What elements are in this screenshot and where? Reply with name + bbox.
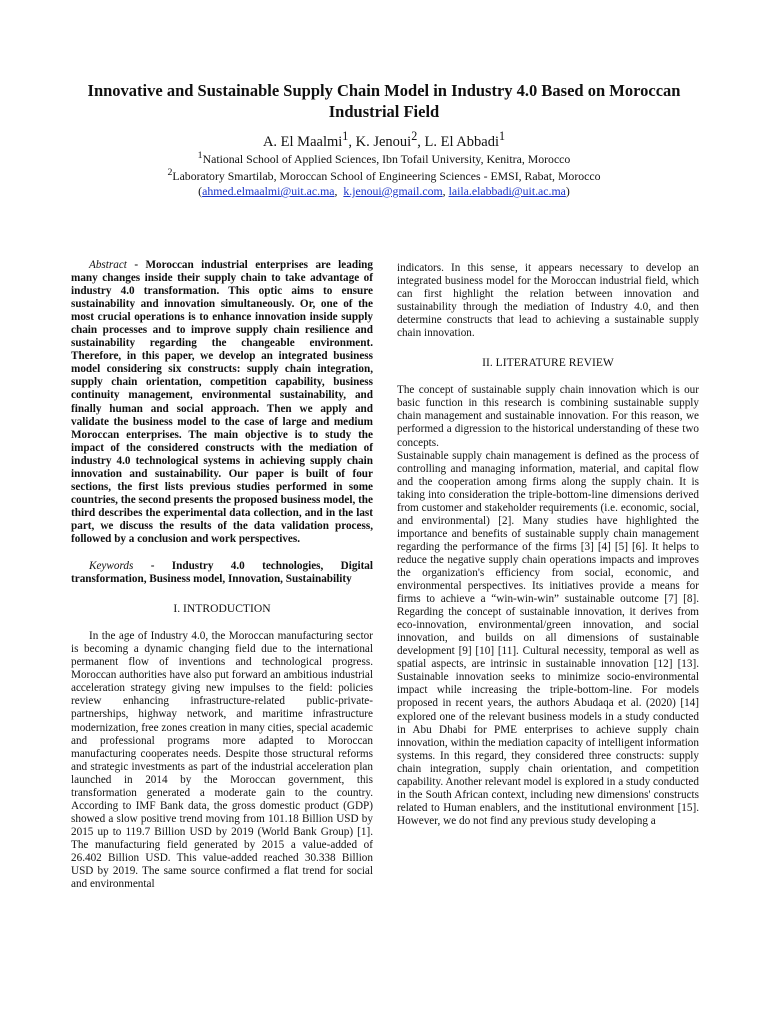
author-affil-sup: 1	[499, 129, 506, 143]
introduction-paragraph: In the age of Industry 4.0, the Moroccan manufacturing sector is becoming a dynamic changing field due to the international permanent flow of inventions and technological progress. Moroccan authorities have also put forward an ambitious industrial acceleration strategy giving new impulses to the field: policies review enhancing infrastructure-related public-private-partnerships, highway network, and maritime infrastructure modernization, free zones creation in many cities, special academic and professional programs more adapted to Moroccan manufacturing cooperates needs. Despite those structural reforms and strategic investments as part of the industrial acceleration plan launched in 2014 by the Moroccan government, this transformation generated a moderate gain to the country. According to IMF Bank data, the gross domestic product (GDP) showed a slow positive trend moving from 101.18 Billion USD by 2015 up to 119.7 Billion USD by 2019 (World Bank Group) [1]. The manufacturing field generated by 2015 a value-added of 26.402 Billion USD. This value-added reached 30.338 Billion USD by 2019. The same source confirmed a flat trend for social and environmental	[71, 630, 373, 891]
introduction-continued: indicators. In this sense, it appears necessary to develop an integrated business model for the Moroccan industrial field, which can first highlight the relation between innovation and sustainability through the mediation of Industry 4.0, and then determine constructs that lead to achieving a sustainable supply chain innovation.	[397, 262, 699, 340]
email-link[interactable]: ahmed.elmaalmi@uit.ac.ma	[202, 183, 335, 198]
keywords	[71, 560, 373, 586]
author-name: L. El Abbadi	[424, 133, 499, 150]
email-link[interactable]: k.jenoui@gmail.com	[343, 183, 443, 198]
left-column	[71, 259, 373, 891]
author-affil-sup: 1	[342, 129, 349, 143]
abstract-text: - Moroccan industrial enterprises are leading many changes inside their supply chain to take advantage of industry 4.0 transformation. This optic aims to ensure sustainability and innovation simultaneously. Or, one of the most crucial operations is to enhance innovation inside supply chain processes and to improve supply chain resilience and sustainability regarding the changeable environment. Therefore, in this paper, we develop an integrated business model considering six constructs: supply chain integration, supply chain orientation, competition capability, business continuity management, environmental sustainability, and finally human and social approach. Then we apply and validate the business model to the case of large and medium Moroccan enterprises. The main objective is to study the impact of the considered constructs with the mediation of industry 4.0 technological systems in achieving supply chain innovation and sustainability. Our paper is built of four sections, the first lists previous studies performed in some countries, the second presents the proposed business model, the third describes the experimental data collection, and in the last part, we discuss the results of the data validation process, followed by a conclusion and work perspectives.	[71, 259, 373, 545]
keywords-label: Keywords	[89, 560, 134, 573]
keywords-text: - Industry 4.0 technologies, Digital transformation, Business model, Innovation, Sustainability	[71, 560, 373, 586]
author-name: A. El Maalmi	[262, 133, 343, 150]
abstract-label: Abstract	[89, 259, 127, 271]
author-line: A. El Maalmi$^1$, K. Jenoui$^2$, L. El Abbadi$^1$	[262, 129, 506, 150]
author-name: K. Jenoui	[355, 133, 412, 150]
literature-paragraph-1: The concept of sustainable supply chain innovation which is our basic function in this research is combining sustainable supply chain management and sustainable innovation. For this reason, we performed a digression to the historical understanding of these two concepts.	[397, 384, 699, 449]
email-link[interactable]: laila.elabbadi@uit.ac.ma	[448, 183, 566, 198]
literature-paragraph-2: Sustainable supply chain management is defined as the process of controlling and managing information, material, and capital flow and the cooperation among firms along the supply chain. It is taking into consideration the triple-bottom-line dimensions derived from customer and stakeholder requirements (i.e. economic, social, and environmental) [2]. Many studies have highlighted the importance and benefits of sustainable supply chain management regarding the performance of the firms [3] [4] [5] [6]. It helps to reduce the negative supply chain operations impacts and improves the organization's efficiency from social, economic, and environmental perspectives. Its initiatives provide a means for firms to achieve a “win-win-win” sustainable outcome [7] [8]. Regarding the concept of sustainable innovation, it derives from eco-innovation, environmental/green innovation, and social innovation, and builds on all dimensions of sustainable development [9] [10] [11]. Cultural necessity, temporal as well as spatial aspects, are intrinsic in sustainable innovation [12] [13]. Sustainable innovation seeks to minimize socio-environmental impact while increasing the triple-bottom-line. For models proposed in recent years, the authors Abudaqa et al. (2020) [14] explored one of the relevant business models in a study conducted in Abu Dhabi for PME enterprises to achieve supply chain innovation, within the mediation capacity of intelligent information systems. In this regard, they considered three constructs: supply chain integration, supply chain orientation, and competition capability. Another relevant model is explored in a study conducted in the South African context, including new dimensions' constructs related to Human enablers, and the institutional environment [15]. However, we do not find any previous study developing a	[397, 449, 699, 827]
affiliation-2: $^2$Laboratory Smartilab, Moroccan School of Engineering Sciences - EMSI, Rabat, Morocco	[167, 167, 601, 184]
affiliations	[80, 149, 688, 198]
section-heading-literature-review: II. LITERATURE REVIEW	[482, 356, 614, 370]
paper-title: Innovative and Sustainable Supply Chain Model in Industry 4.0 Based on Moroccan Industrial Field	[87, 81, 681, 121]
author-affil-sup: 2	[411, 129, 418, 143]
section-heading-introduction: I. INTRODUCTION	[173, 602, 271, 616]
affiliation-1: $^1$National School of Applied Sciences, Ibn Tofail University, Kenitra, Morocco	[197, 150, 571, 166]
email-line: (ahmed.elmaalmi@uit.ac.ma, k.jenoui@gmail.com, laila.elabbadi@uit.ac.ma)	[198, 183, 570, 198]
right-column	[397, 262, 699, 828]
abstract	[71, 259, 373, 546]
